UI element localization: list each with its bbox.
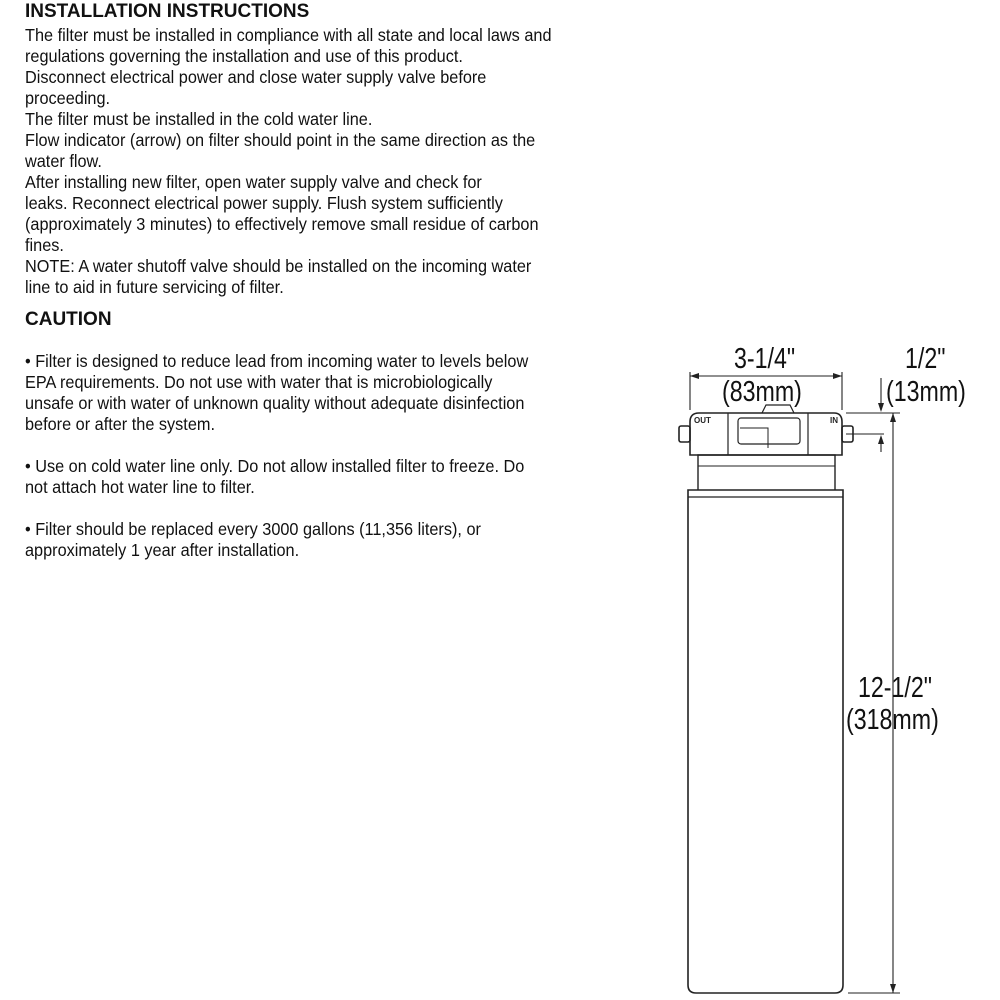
installation-line: The filter must be installed in compliance with all state and local laws and (25, 25, 552, 45)
caution-line: before or after the system. (25, 414, 215, 434)
width-arrow-right (833, 373, 842, 379)
installation-line: proceeding. (25, 88, 111, 108)
filter-neck (698, 455, 835, 490)
installation-line: line to aid in future servicing of filter. (25, 277, 284, 297)
width-label: 3-1/4" (734, 343, 796, 375)
height-arrow-top (890, 413, 896, 422)
caution-line: • Filter is designed to reduce lead from incoming water to levels below (25, 351, 529, 371)
height-label: 12-1/2" (858, 672, 933, 704)
out-label: OUT (694, 416, 711, 425)
filter-body (688, 490, 843, 993)
filter-head-inner (738, 418, 800, 444)
filter-head (690, 413, 842, 455)
caution-line: • Use on cold water line only. Do not allow installed filter to freeze. Do (25, 456, 525, 476)
out-fitting (679, 426, 690, 442)
installation-line: NOTE: A water shutoff valve should be installed on the incoming water (25, 256, 532, 276)
offset-arrow-bottom (878, 435, 884, 444)
installation-line: fines. (25, 235, 64, 255)
width-metric-label: (83mm) (722, 376, 802, 408)
installation-line: regulations governing the installation and use of this product. (25, 46, 463, 66)
installation-line: leaks. Reconnect electrical power supply. Flush system sufficiently (25, 193, 503, 213)
offset-arrow-top (878, 403, 884, 412)
installation-line: water flow. (25, 151, 102, 171)
installation-line: The filter must be installed in the cold water line. (25, 109, 373, 129)
caution-line: EPA requirements. Do not use with water that is microbiologically (25, 372, 493, 392)
caution-title: CAUTION (25, 309, 112, 330)
height-arrow-bottom (890, 984, 896, 993)
installation-line: After installing new filter, open water supply valve and check for (25, 172, 482, 192)
caution-line: approximately 1 year after installation. (25, 540, 300, 560)
installation-line: Flow indicator (arrow) on filter should point in the same direction as the (25, 130, 536, 150)
height-metric-label: (318mm) (846, 704, 939, 736)
offset-label: 1/2" (905, 343, 946, 375)
filter-head-bracket (740, 428, 768, 448)
offset-metric-label: (13mm) (886, 376, 966, 408)
width-arrow-left (690, 373, 699, 379)
installation-title: INSTALLATION INSTRUCTIONS (25, 1, 310, 22)
installation-line: (approximately 3 minutes) to effectively remove small residue of carbon (25, 214, 539, 234)
installation-line: Disconnect electrical power and close water supply valve before (25, 67, 487, 87)
caution-line: • Filter should be replaced every 3000 gallons (11,356 liters), or (25, 519, 481, 539)
caution-line: unsafe or with water of unknown quality without adequate disinfection (25, 393, 525, 413)
in-label: IN (830, 416, 838, 425)
caution-line: not attach hot water line to filter. (25, 477, 255, 497)
